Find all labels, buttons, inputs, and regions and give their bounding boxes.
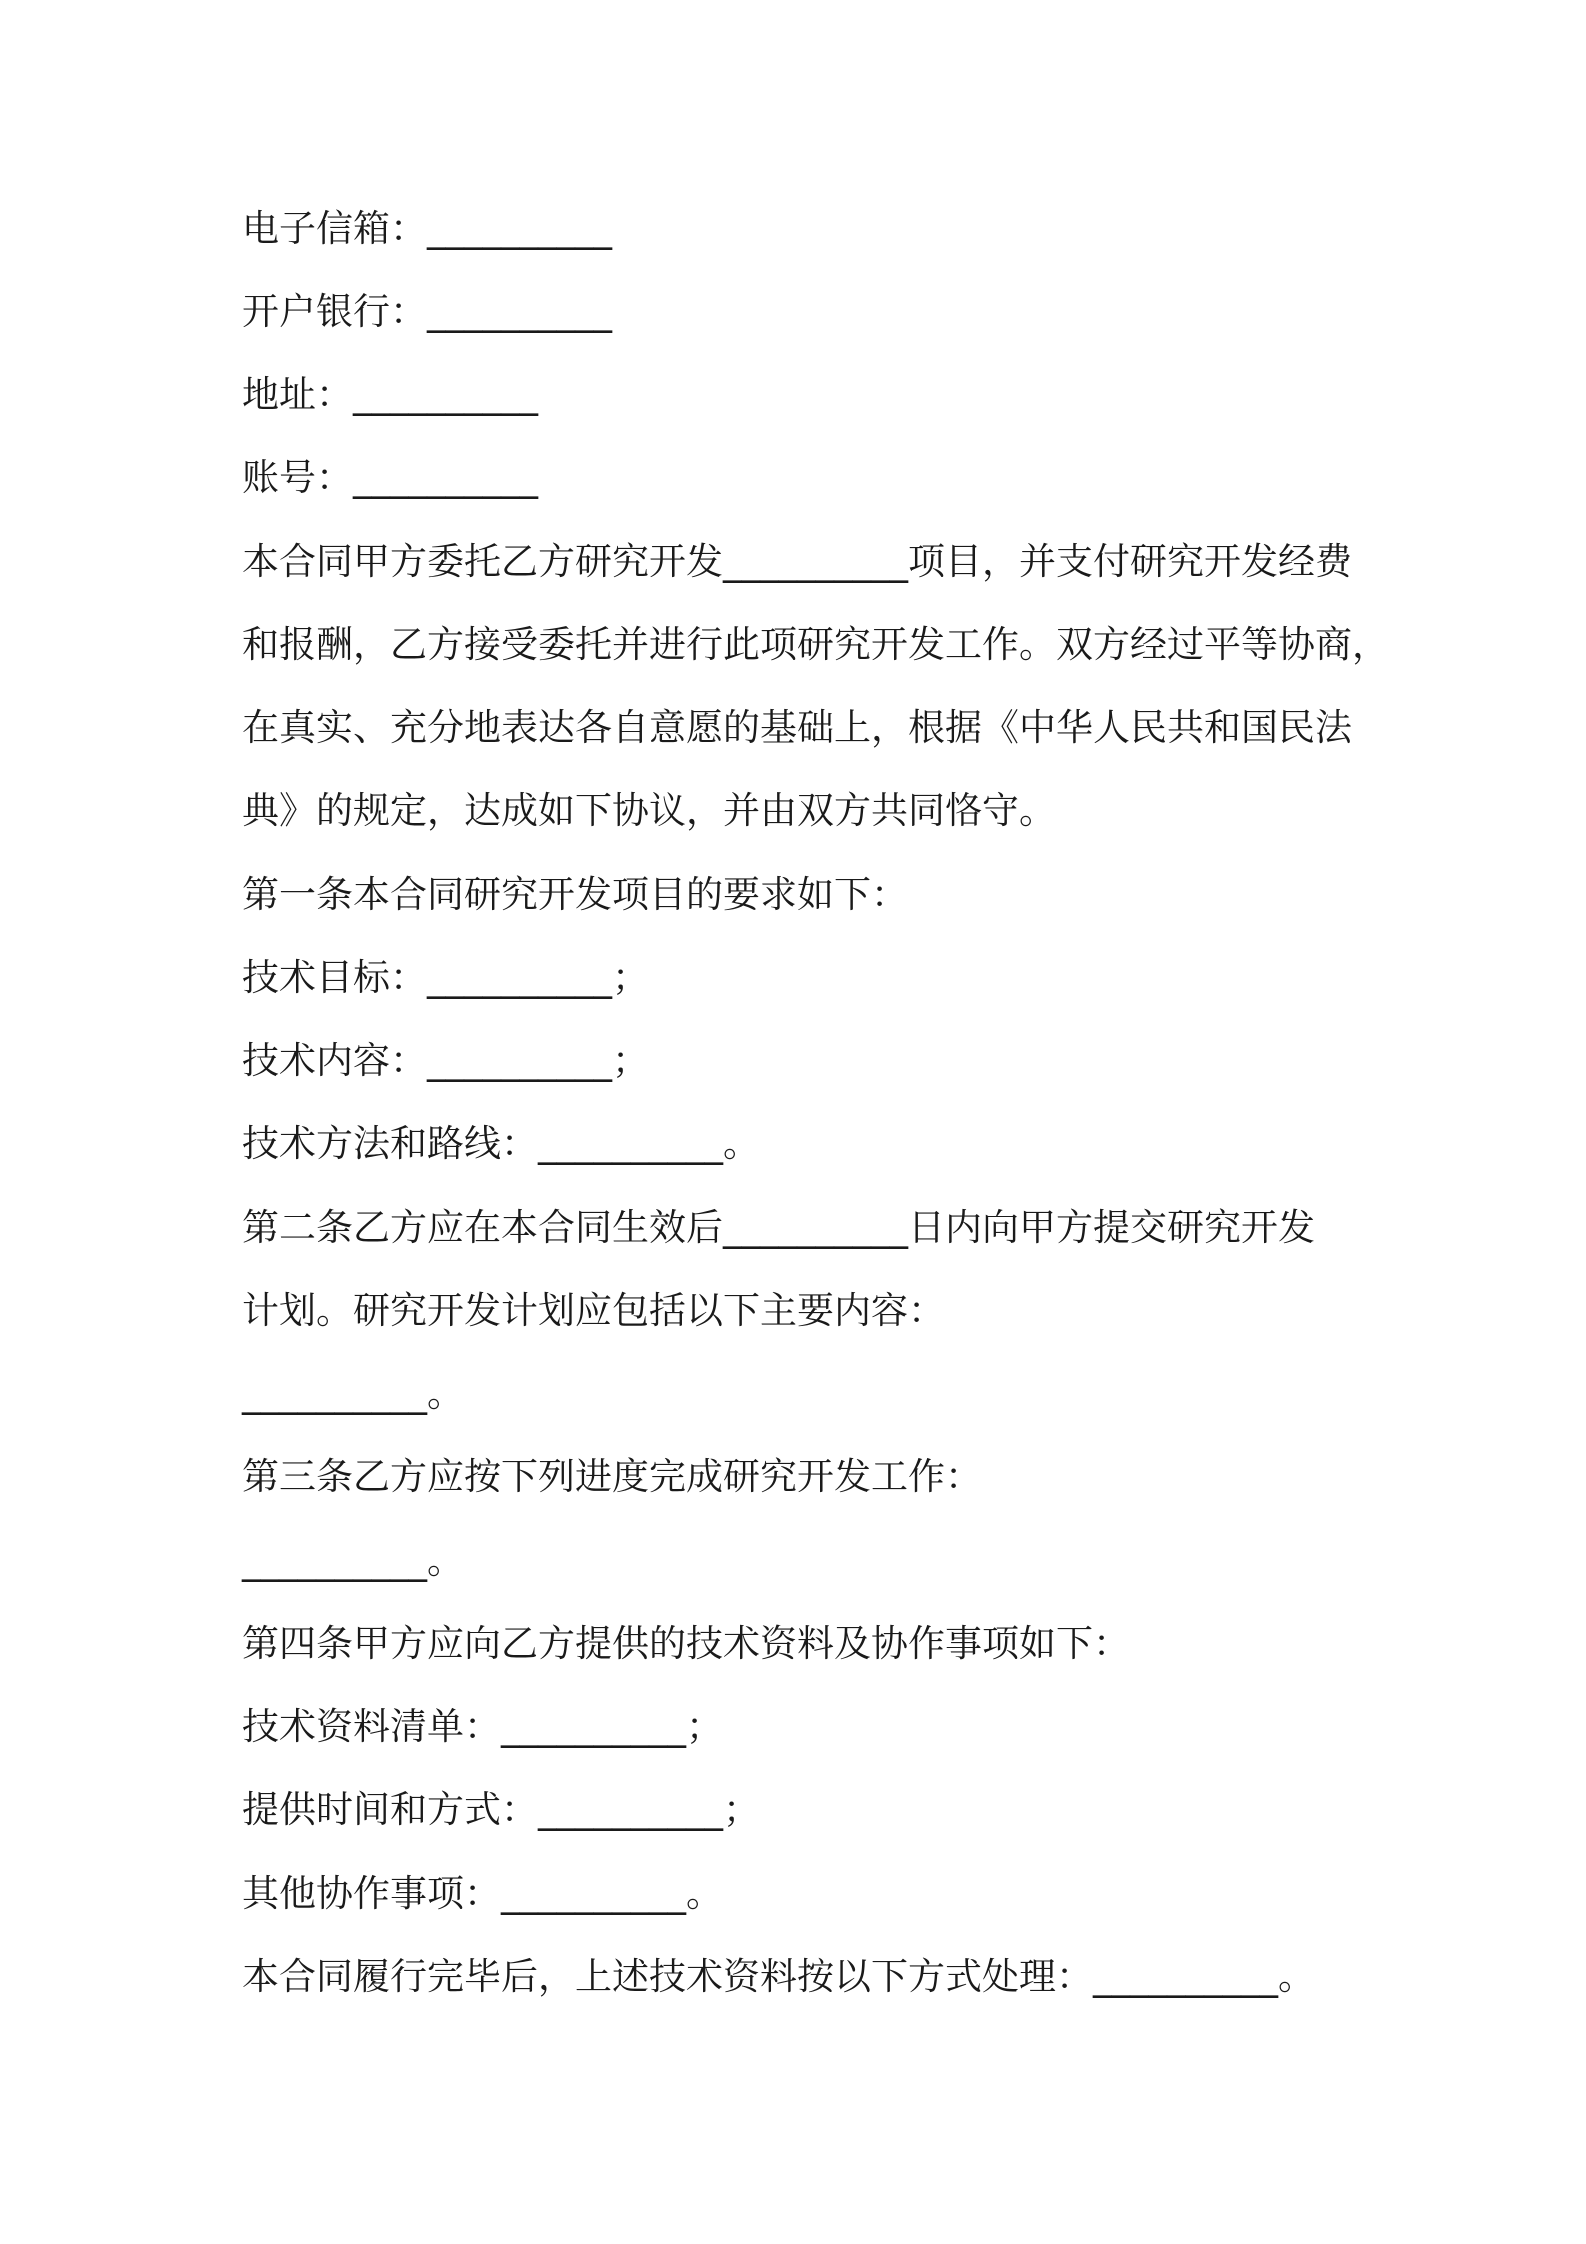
article-1-tech-goal: 技术目标：__________；: [242, 956, 649, 999]
preamble-line-3: 在真实、充分地表达各自意愿的基础上，根据《中华人民共和国民法: [242, 706, 1352, 749]
article-2-blank: __________。: [242, 1372, 464, 1415]
article-1-tech-content: 技术内容：__________；: [242, 1039, 649, 1082]
materials-disposal-line: 本合同履行完毕后，上述技术资料按以下方式处理：__________。: [242, 1955, 1315, 1998]
article-4-other-items: 其他协作事项：__________。: [242, 1872, 723, 1915]
article-2-line-1: 第二条乙方应在本合同生效后__________日内向甲方提交研究开发: [242, 1206, 1315, 1249]
article-2-line-2: 计划。研究开发计划应包括以下主要内容：: [242, 1289, 945, 1332]
preamble-line-1: 本合同甲方委托乙方研究开发__________项目，并支付研究开发经费: [242, 540, 1352, 583]
article-1-tech-method: 技术方法和路线：__________。: [242, 1122, 760, 1165]
email-line: 电子信箱：__________: [242, 207, 612, 250]
article-3-heading: 第三条乙方应按下列进度完成研究开发工作：: [242, 1455, 982, 1498]
account-line: 账号：__________: [242, 456, 538, 499]
preamble-line-2: 和报酬，乙方接受委托并进行此项研究开发工作。双方经过平等协商，: [242, 623, 1389, 666]
article-4-materials-list: 技术资料清单：__________；: [242, 1705, 723, 1748]
article-4-heading: 第四条甲方应向乙方提供的技术资料及协作事项如下：: [242, 1622, 1130, 1665]
preamble-line-4: 典》的规定，达成如下协议，并由双方共同恪守。: [242, 789, 1056, 832]
article-1-heading: 第一条本合同研究开发项目的要求如下：: [242, 873, 908, 916]
article-4-time-method: 提供时间和方式：__________；: [242, 1788, 760, 1831]
address-line: 地址：__________: [242, 373, 538, 416]
bank-line: 开户银行：__________: [242, 290, 612, 333]
article-3-blank: __________。: [242, 1539, 464, 1582]
